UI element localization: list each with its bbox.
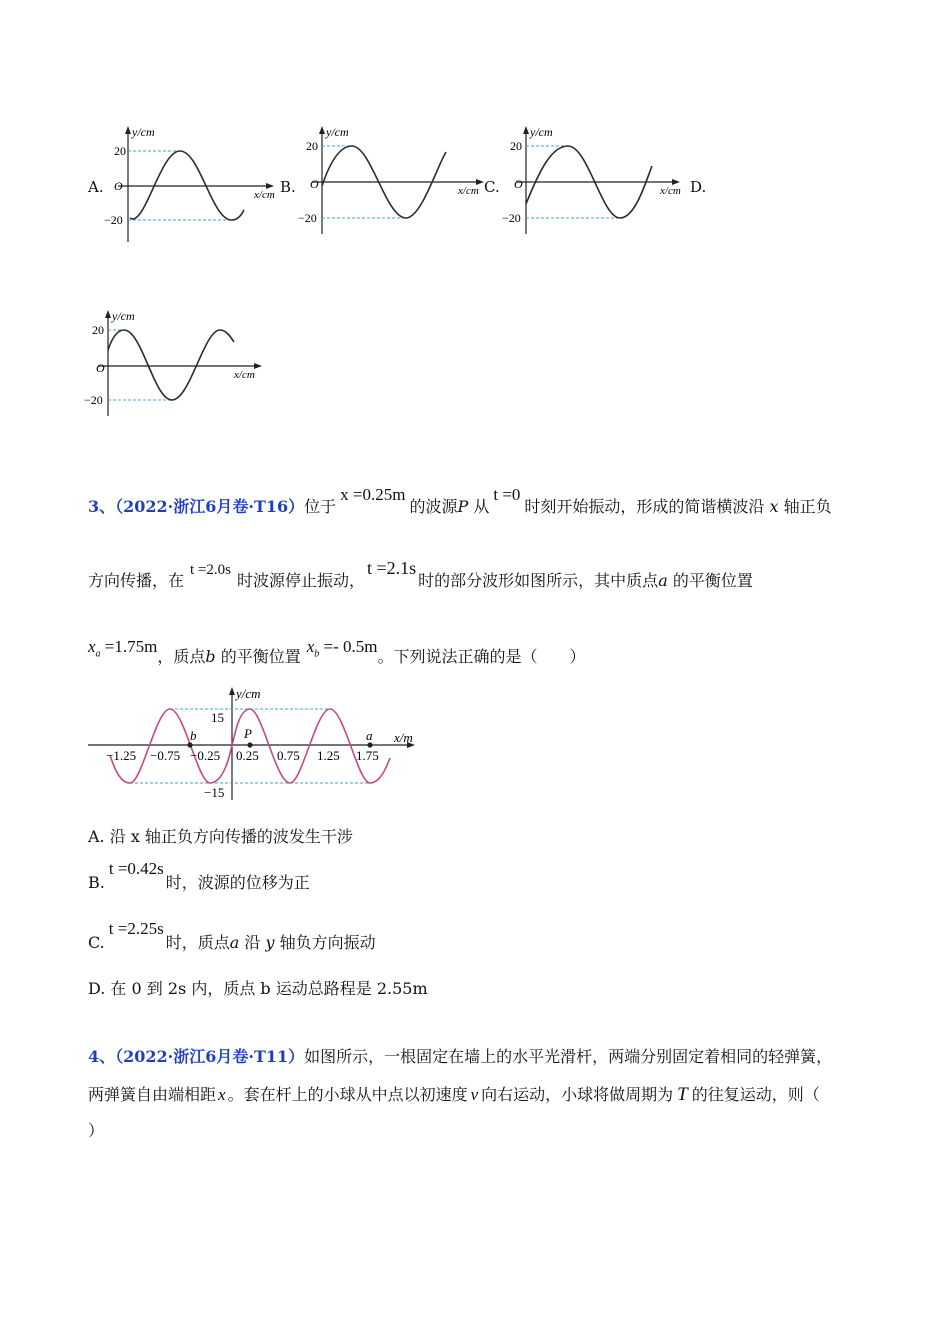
text: 的往复运动，则（ <box>691 1085 820 1104</box>
var-x: x <box>769 497 779 516</box>
wave-figure <box>84 684 424 804</box>
tick-top: 20 <box>306 139 318 153</box>
option-a-label: A. <box>88 178 104 196</box>
graph-option-b <box>296 124 486 249</box>
var-v: v <box>470 1085 479 1104</box>
text: 的平衡位置 <box>220 647 301 666</box>
point-a <box>367 742 372 747</box>
graph-option-a <box>100 124 280 249</box>
formula-t2: t =2.0s <box>190 562 231 578</box>
point-b-label: b <box>190 728 197 743</box>
sub: b <box>314 648 320 660</box>
formula-xa <box>88 637 158 660</box>
origin-label: O <box>514 177 523 191</box>
option-d-label: D. <box>690 178 707 196</box>
question-4-line-2 <box>88 1082 820 1106</box>
axis-x-label: x/m <box>394 730 413 745</box>
text: 。套在杆上的小球从中点以初速度 <box>227 1085 468 1104</box>
axis-y-label: y/cm <box>132 125 155 139</box>
tick-top: 20 <box>510 139 522 153</box>
text: 轴正负 <box>783 497 832 516</box>
var: x <box>306 637 315 656</box>
graph-option-d <box>82 308 272 420</box>
axis-y-label: y/cm <box>112 309 135 323</box>
text: 从 <box>473 497 490 516</box>
question-4-line-3: ） <box>88 1121 105 1140</box>
point-p-label: P <box>244 726 252 741</box>
sub: a <box>95 648 101 660</box>
graph-option-c <box>500 124 695 249</box>
tick-label: 1.25 <box>317 748 340 763</box>
text: 轴负方向振动 <box>279 933 376 952</box>
axis-y-label: y/cm <box>530 125 553 139</box>
axis-x-label: x/cm <box>660 185 681 197</box>
tick-bottom: −20 <box>84 393 103 407</box>
text: 方向传播，在 <box>88 571 185 590</box>
axis-y-label: y/cm <box>326 125 349 139</box>
question-3-option-c <box>88 919 376 953</box>
var-b: b <box>205 647 216 666</box>
formula-x: x =0.25m <box>340 485 406 504</box>
text: 的波源 <box>409 497 458 516</box>
question-3-line-1 <box>88 485 832 517</box>
text: 时，质点 <box>165 933 230 952</box>
text: ，质点 <box>157 647 206 666</box>
tick-label: 0.75 <box>277 748 300 763</box>
var-t: T <box>677 1084 688 1105</box>
option-c-label: C. <box>484 178 500 196</box>
origin-label: O <box>114 179 123 193</box>
axis-x-label: x/cm <box>254 189 275 201</box>
tick-label: −0.25 <box>190 748 221 763</box>
var-y: y <box>265 933 275 952</box>
origin-label: O <box>96 361 105 375</box>
tick-bottom: −20 <box>104 213 123 227</box>
question-3-line-3 <box>88 637 586 669</box>
question-3-line-2 <box>88 558 753 591</box>
origin-label: O <box>310 177 319 191</box>
tick-label: −1.25 <box>106 748 137 763</box>
text: 的平衡位置 <box>672 571 753 590</box>
tick-bottom: −20 <box>502 211 521 225</box>
tick-top: 20 <box>92 323 104 337</box>
text: 时的部分波形如图所示，其中质点 <box>418 571 659 590</box>
text: 两弹簧自由端相距 <box>88 1085 217 1104</box>
var: x <box>88 637 96 656</box>
formula-t0: t =0 <box>493 485 521 504</box>
question-3-number: 3、 <box>88 497 116 516</box>
tick-label: −0.75 <box>150 748 181 763</box>
formula: t =2.25s <box>108 919 164 938</box>
option-label: C. <box>88 933 105 952</box>
tick-label: 0.25 <box>236 748 259 763</box>
question-3-option-d: D. 在 0 到 2s 内，质点 b 运动总路程是 2.55m <box>88 979 428 998</box>
text: 时刻开始振动，形成的简谐横波沿 <box>524 497 765 516</box>
text: 。下列说法正确的是（ ） <box>377 647 586 666</box>
formula-t21: t =2.1s <box>367 558 417 578</box>
text: 时，波源的位移为正 <box>165 873 310 892</box>
question-4-source: （2022·浙江6月卷·T11） <box>115 1047 305 1066</box>
question-3-source: （2022·浙江6月卷·T16） <box>115 497 305 516</box>
tick-neg15: −15 <box>204 785 225 800</box>
question-3-option-a: A. 沿 x 轴正负方向传播的波发生干涉 <box>88 827 353 846</box>
point-b <box>187 742 192 747</box>
tick-top: 20 <box>114 144 126 158</box>
var-a: a <box>658 571 668 590</box>
var-x: x <box>218 1085 226 1104</box>
option-label: B. <box>88 873 105 892</box>
question-3-option-b <box>88 859 310 893</box>
question-4-number: 4、 <box>88 1047 116 1066</box>
wave-curve <box>108 330 234 400</box>
point-a-label: a <box>366 728 373 743</box>
axis-x-label: x/cm <box>234 369 255 381</box>
var-a: a <box>229 933 240 952</box>
axis-y-label: y/cm <box>236 686 261 701</box>
var-p: P <box>457 497 469 516</box>
tick-bottom: −20 <box>298 211 317 225</box>
text: 位于 <box>304 497 337 516</box>
formula: t =0.42s <box>108 859 164 878</box>
axis-x-label: x/cm <box>458 185 479 197</box>
text: 时波源停止振动， <box>236 571 365 590</box>
text: 如图所示，一根固定在墙上的水平光滑杆，两端分别固定着相同的轻弹簧， <box>304 1047 833 1066</box>
question-4-line-1 <box>88 1044 832 1067</box>
tick-label: 1.75 <box>356 748 379 763</box>
formula-xb <box>306 637 378 660</box>
tick-15: 15 <box>211 710 224 725</box>
text: 向右运动，小球将做周期为 <box>481 1085 674 1104</box>
value: =- 0.5m <box>319 637 378 656</box>
value: =1.75m <box>100 637 158 656</box>
option-b-label: B. <box>280 178 296 196</box>
point-p <box>247 742 252 747</box>
text: 沿 <box>244 933 261 952</box>
